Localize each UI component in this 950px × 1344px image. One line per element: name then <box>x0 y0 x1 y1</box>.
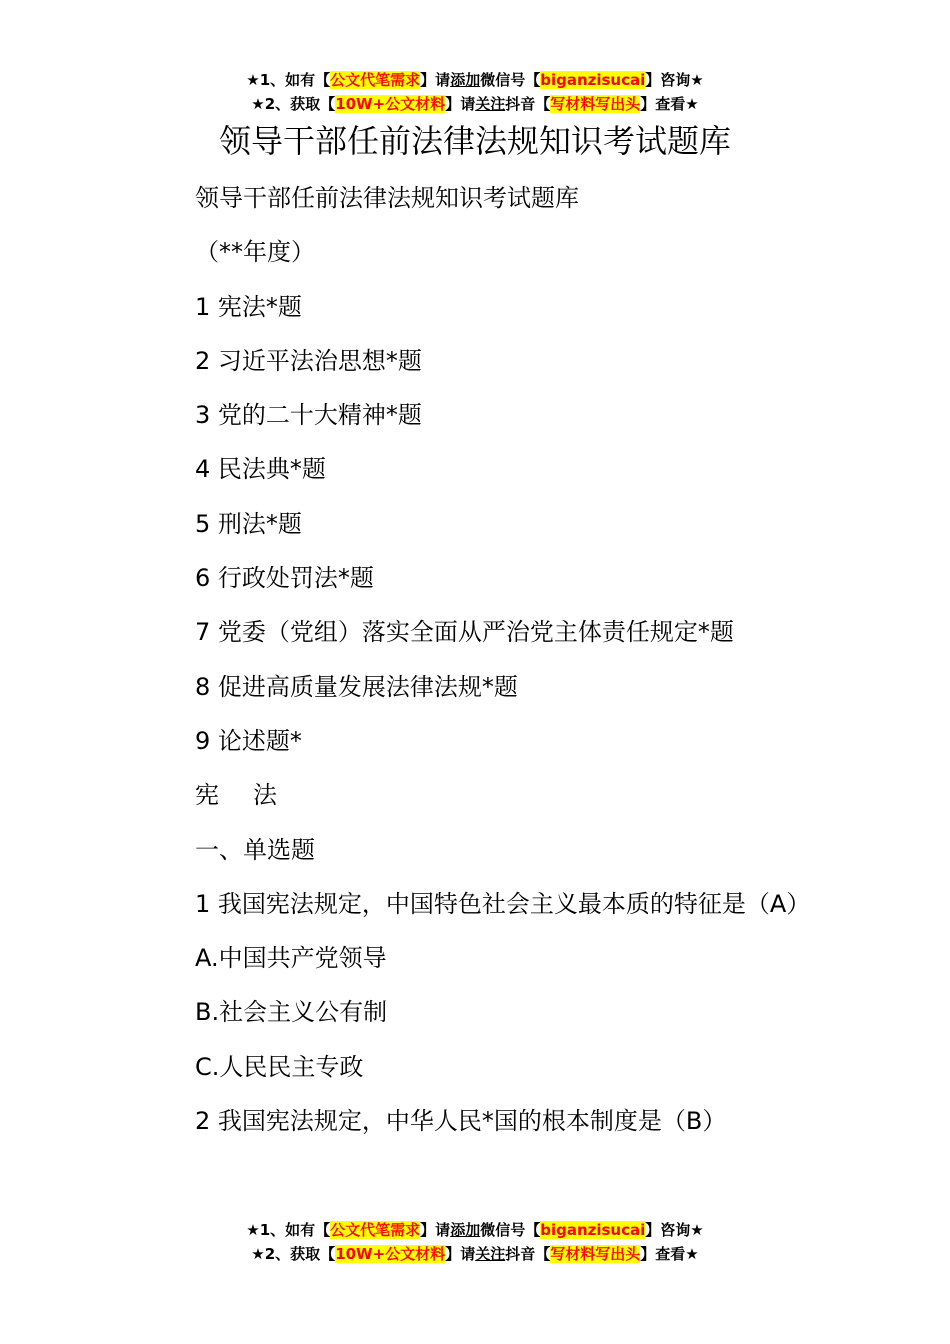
banner-text: 抖音【 <box>505 1245 551 1263</box>
toc-item: 1 宪法*题 <box>195 292 302 321</box>
question: 2 我国宪法规定，中华人民*国的根本制度是（B） <box>195 1107 727 1136</box>
section-heading: 宪法 <box>195 781 311 810</box>
highlight-text: 10W+公文材料 <box>335 1245 446 1263</box>
answer-option: C.人民民主专政 <box>195 1052 364 1081</box>
toc-item: 9 论述题* <box>195 726 302 755</box>
toc-item: 6 行政处罚法*题 <box>195 564 374 593</box>
banner-text: ★2、获取【 <box>251 95 336 113</box>
toc-item: 8 促进高质量发展法律法规*题 <box>195 672 518 701</box>
year-line: （**年度） <box>195 238 315 267</box>
footer-banner <box>0 1218 950 1266</box>
banner-text: 微信号【 <box>480 71 541 89</box>
banner-text: 】咨询★ <box>645 71 704 89</box>
banner-line-1 <box>0 1218 950 1242</box>
question: 1 我国宪法规定，中国特色社会主义最本质的特征是（A） <box>195 889 811 918</box>
banner-line-2 <box>0 1242 950 1266</box>
banner-text: 微信号【 <box>480 1221 541 1239</box>
answer-option: A.中国共产党领导 <box>195 944 387 973</box>
banner-line-2 <box>0 92 950 116</box>
banner-text: ★2、获取【 <box>251 1245 336 1263</box>
subsection-heading: 一、单选题 <box>195 835 315 864</box>
document-body <box>195 178 815 1155</box>
banner-text: ★1、如有【 <box>246 1221 331 1239</box>
underlined-text: 添加 <box>450 71 481 89</box>
banner-text: 】咨询★ <box>645 1221 704 1239</box>
toc-item: 3 党的二十大精神*题 <box>195 401 422 430</box>
banner-text: 】请 <box>420 71 451 89</box>
banner-line-1 <box>0 68 950 92</box>
banner-text: 】请 <box>445 95 476 113</box>
highlight-text: 10W+公文材料 <box>335 95 446 113</box>
banner-text: 】查看★ <box>640 95 699 113</box>
banner-text: 】请 <box>420 1221 451 1239</box>
toc-item: 2 习近平法治思想*题 <box>195 346 422 375</box>
douyin-id: 写材料写出头 <box>550 95 641 113</box>
toc-item: 5 刑法*题 <box>195 509 302 538</box>
douyin-id: 写材料写出头 <box>550 1245 641 1263</box>
wechat-id: biganzisucai <box>540 1221 646 1239</box>
wechat-id: biganzisucai <box>540 71 646 89</box>
highlight-text: 公文代笔需求 <box>330 71 421 89</box>
banner-text: 】查看★ <box>640 1245 699 1263</box>
banner-text: 】请 <box>445 1245 476 1263</box>
underlined-text: 关注 <box>475 95 506 113</box>
document-title: 领导干部任前法律法规知识考试题库 <box>218 122 731 160</box>
banner-text: 抖音【 <box>505 95 551 113</box>
toc-item: 7 党委（党组）落实全面从严治党主体责任规定*题 <box>195 618 734 647</box>
header-banner <box>0 68 950 116</box>
underlined-text: 关注 <box>475 1245 506 1263</box>
toc-item: 4 民法典*题 <box>195 455 326 484</box>
answer-option: B.社会主义公有制 <box>195 998 388 1027</box>
underlined-text: 添加 <box>450 1221 481 1239</box>
highlight-text: 公文代笔需求 <box>330 1221 421 1239</box>
banner-text: ★1、如有【 <box>246 71 331 89</box>
subtitle: 领导干部任前法律法规知识考试题库 <box>195 184 579 212</box>
